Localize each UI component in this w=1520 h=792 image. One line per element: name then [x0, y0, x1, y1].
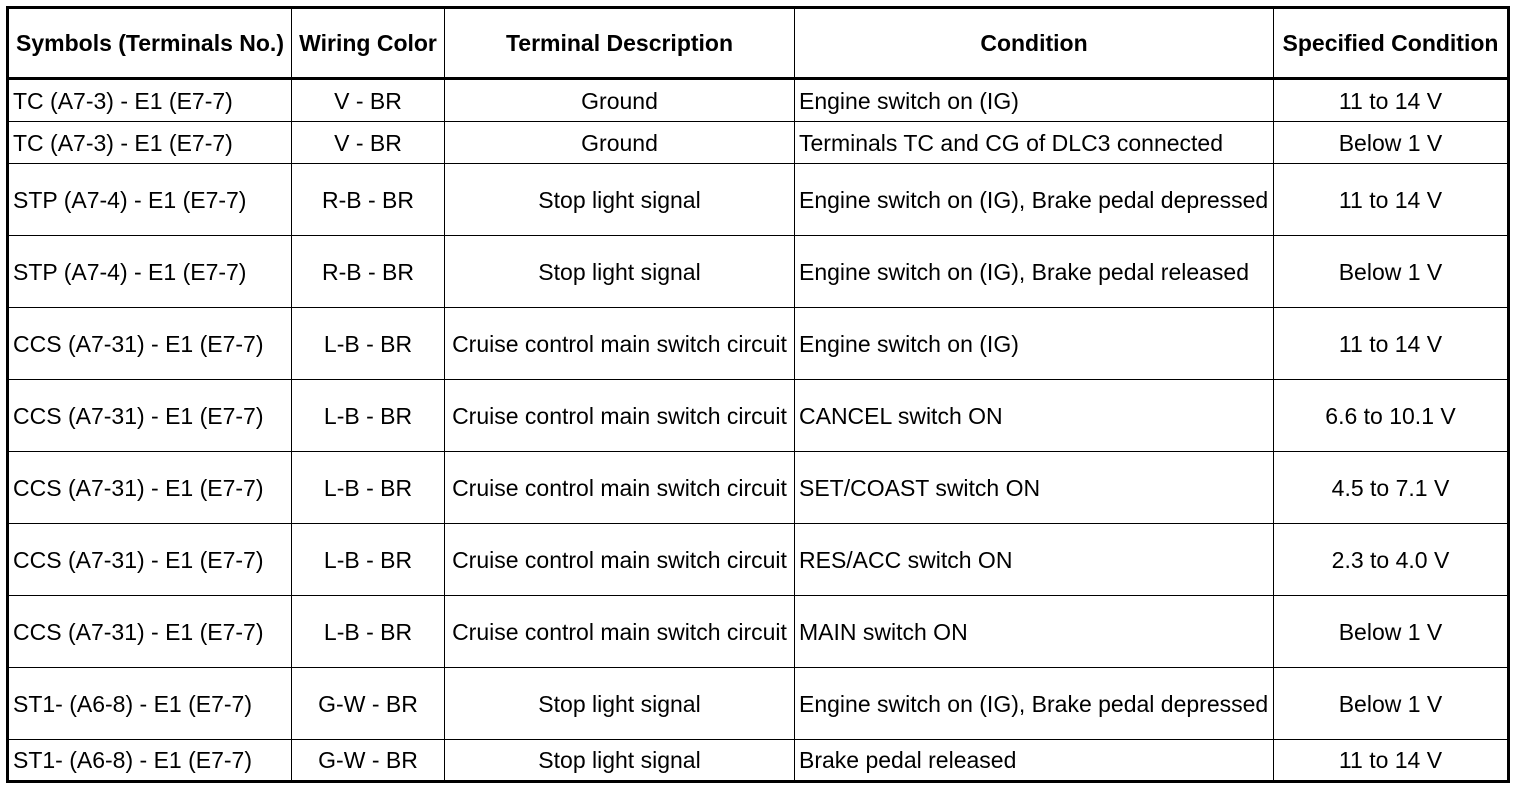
table-header [8, 8, 1509, 79]
symbols-cell: CCS (A7-31) - E1 (E7-7) [8, 308, 292, 380]
symbols-cell: ST1- (A6-8) - E1 (E7-7) [8, 740, 292, 782]
terminal-description-cell: Stop light signal [445, 740, 795, 782]
terminal-description-cell: Cruise control main switch circuit [445, 524, 795, 596]
terminal-description-cell: Ground [445, 79, 795, 122]
condition-cell: Engine switch on (IG) [795, 79, 1274, 122]
specified-condition-cell: 11 to 14 V [1274, 308, 1509, 380]
symbols-cell: CCS (A7-31) - E1 (E7-7) [8, 524, 292, 596]
specified-condition-cell: Below 1 V [1274, 596, 1509, 668]
symbols-cell: ST1- (A6-8) - E1 (E7-7) [8, 668, 292, 740]
symbols-cell: STP (A7-4) - E1 (E7-7) [8, 236, 292, 308]
specified-condition-cell: 11 to 14 V [1274, 79, 1509, 122]
table-row [8, 668, 1509, 740]
header-condition: Condition [795, 8, 1274, 79]
wiring-color-cell: R-B - BR [292, 236, 445, 308]
condition-cell: SET/COAST switch ON [795, 452, 1274, 524]
terminal-description-cell: Stop light signal [445, 668, 795, 740]
table-row [8, 380, 1509, 452]
table-row [8, 740, 1509, 782]
wiring-color-cell: V - BR [292, 122, 445, 164]
table-row [8, 308, 1509, 380]
terminal-description-cell: Cruise control main switch circuit [445, 452, 795, 524]
condition-cell: Engine switch on (IG), Brake pedal depressed [795, 668, 1274, 740]
wiring-color-cell: G-W - BR [292, 740, 445, 782]
table-body [8, 79, 1509, 782]
specified-condition-cell: 4.5 to 7.1 V [1274, 452, 1509, 524]
table-row [8, 79, 1509, 122]
wiring-color-cell: R-B - BR [292, 164, 445, 236]
table-row [8, 164, 1509, 236]
header-symbols: Symbols (Terminals No.) [8, 8, 292, 79]
condition-cell: Engine switch on (IG) [795, 308, 1274, 380]
specified-condition-cell: 11 to 14 V [1274, 164, 1509, 236]
condition-cell: RES/ACC switch ON [795, 524, 1274, 596]
header-row [8, 8, 1509, 79]
terminal-description-cell: Cruise control main switch circuit [445, 596, 795, 668]
header-specified-condition: Specified Condition [1274, 8, 1509, 79]
wiring-color-cell: L-B - BR [292, 596, 445, 668]
wiring-color-cell: V - BR [292, 79, 445, 122]
header-wiring-color: Wiring Color [292, 8, 445, 79]
specified-condition-cell: Below 1 V [1274, 122, 1509, 164]
header-terminal-description: Terminal Description [445, 8, 795, 79]
symbols-cell: TC (A7-3) - E1 (E7-7) [8, 122, 292, 164]
condition-cell: Engine switch on (IG), Brake pedal released [795, 236, 1274, 308]
symbols-cell: CCS (A7-31) - E1 (E7-7) [8, 380, 292, 452]
symbols-cell: CCS (A7-31) - E1 (E7-7) [8, 596, 292, 668]
specified-condition-cell: 11 to 14 V [1274, 740, 1509, 782]
wiring-color-cell: G-W - BR [292, 668, 445, 740]
terminal-description-cell: Ground [445, 122, 795, 164]
table-row [8, 596, 1509, 668]
condition-cell: MAIN switch ON [795, 596, 1274, 668]
table-row [8, 524, 1509, 596]
condition-cell: Brake pedal released [795, 740, 1274, 782]
specified-condition-cell: 2.3 to 4.0 V [1274, 524, 1509, 596]
symbols-cell: CCS (A7-31) - E1 (E7-7) [8, 452, 292, 524]
symbols-cell: STP (A7-4) - E1 (E7-7) [8, 164, 292, 236]
table-row [8, 236, 1509, 308]
specified-condition-cell: 6.6 to 10.1 V [1274, 380, 1509, 452]
terminal-description-cell: Cruise control main switch circuit [445, 308, 795, 380]
table-row [8, 452, 1509, 524]
wiring-color-cell: L-B - BR [292, 524, 445, 596]
specified-condition-cell: Below 1 V [1274, 236, 1509, 308]
wiring-color-cell: L-B - BR [292, 308, 445, 380]
wiring-color-cell: L-B - BR [292, 452, 445, 524]
condition-cell: Engine switch on (IG), Brake pedal depressed [795, 164, 1274, 236]
terminal-description-cell: Cruise control main switch circuit [445, 380, 795, 452]
condition-cell: Terminals TC and CG of DLC3 connected [795, 122, 1274, 164]
specified-condition-cell: Below 1 V [1274, 668, 1509, 740]
terminal-description-cell: Stop light signal [445, 236, 795, 308]
terminal-description-cell: Stop light signal [445, 164, 795, 236]
terminal-spec-table [6, 6, 1510, 783]
condition-cell: CANCEL switch ON [795, 380, 1274, 452]
table-row [8, 122, 1509, 164]
symbols-cell: TC (A7-3) - E1 (E7-7) [8, 79, 292, 122]
wiring-color-cell: L-B - BR [292, 380, 445, 452]
